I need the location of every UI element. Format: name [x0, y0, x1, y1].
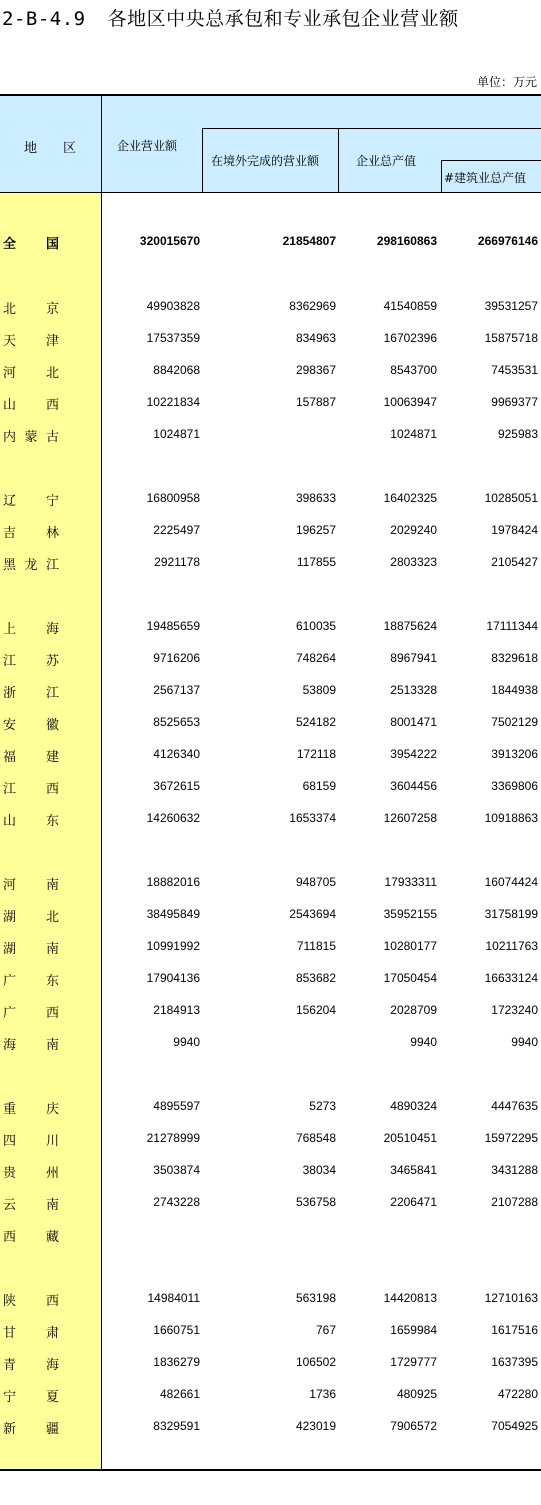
row-value-4: 10211763	[485, 939, 538, 953]
header-mid-rule	[202, 128, 541, 129]
header-revenue: 企业营业额	[117, 139, 178, 153]
row-value-1: 2921178	[154, 555, 200, 569]
row-value-1: 17537359	[146, 331, 200, 345]
row-value-3: 4890324	[390, 1099, 437, 1113]
row-value-3: 17933311	[384, 875, 437, 889]
row-value-2: 5273	[309, 1099, 336, 1113]
row-value-2: 768548	[295, 1131, 336, 1145]
table-top-rule	[0, 94, 541, 96]
row-value-4: 7054925	[491, 1419, 538, 1433]
row-value-4: 10918863	[484, 811, 538, 825]
row-region: 海 南	[3, 1038, 59, 1053]
row-value-4: 16633124	[484, 971, 538, 985]
row-value-1: 2184913	[153, 1003, 200, 1017]
row-value-1: 3503874	[153, 1163, 200, 1177]
row-value-1: 21278999	[146, 1131, 200, 1145]
table-bottom-rule	[0, 1469, 541, 1471]
row-value-2: 157887	[295, 395, 336, 409]
row-region: 黑 龙 江	[3, 558, 59, 573]
header-output: 企业总产值	[356, 154, 417, 168]
header-region: 地 区	[24, 141, 77, 156]
row-value-3: 1024871	[390, 427, 437, 441]
row-value-1: 320015670	[139, 234, 200, 248]
row-value-4: 7453531	[491, 363, 538, 377]
row-region: 重 庆	[3, 1102, 59, 1117]
row-region: 江 苏	[3, 654, 59, 669]
row-region: 河 北	[3, 366, 59, 381]
row-value-2: 196257	[295, 523, 336, 537]
row-region: 陕 西	[3, 1294, 59, 1309]
row-value-3: 41540859	[383, 299, 437, 313]
row-value-2: 53809	[302, 683, 336, 697]
row-value-2: 156204	[295, 1003, 336, 1017]
unit-label: 单位：万元	[476, 75, 537, 89]
row-value-1: 10221834	[146, 395, 200, 409]
row-region: 安 徽	[3, 718, 59, 733]
row-value-3: 2029240	[390, 523, 437, 537]
row-value-3: 16702396	[383, 331, 437, 345]
row-value-1: 8329591	[153, 1419, 200, 1433]
row-region: 全 国	[3, 237, 59, 252]
row-value-2: 38034	[302, 1163, 336, 1177]
row-value-4: 17111344	[486, 619, 538, 633]
row-value-4: 15972295	[484, 1131, 538, 1145]
row-region: 内 蒙 古	[3, 430, 59, 445]
row-region: 新 疆	[3, 1422, 59, 1437]
row-value-4: 39531257	[484, 299, 538, 313]
row-value-1: 8525653	[153, 715, 200, 729]
row-value-4: 1844938	[491, 683, 538, 697]
row-value-4: 925983	[497, 427, 538, 441]
row-value-1: 8842068	[153, 363, 200, 377]
row-value-4: 472280	[497, 1387, 538, 1401]
row-value-4: 2105427	[491, 555, 538, 569]
row-value-3: 3954222	[390, 747, 437, 761]
row-value-4: 7502129	[491, 715, 538, 729]
row-value-1: 4895597	[153, 1099, 200, 1113]
row-value-1: 2567137	[153, 683, 200, 697]
row-value-2: 2543694	[289, 907, 336, 921]
row-region: 甘 肃	[3, 1326, 59, 1341]
row-value-4: 1723240	[491, 1003, 538, 1017]
row-value-2: 610035	[295, 619, 336, 633]
row-region: 河 南	[3, 878, 59, 893]
row-value-3: 18875624	[383, 619, 437, 633]
row-value-1: 17904136	[146, 971, 200, 985]
row-value-3: 2206471	[390, 1195, 437, 1209]
header-divider-1	[202, 128, 203, 192]
row-value-2: 172118	[296, 747, 336, 761]
row-region: 吉 林	[3, 526, 59, 541]
row-value-4: 12710163	[484, 1291, 538, 1305]
row-value-4: 3369806	[491, 779, 538, 793]
header-divider-2	[338, 128, 339, 192]
row-value-2: 524182	[295, 715, 336, 729]
row-value-3: 8967941	[390, 651, 437, 665]
row-value-1: 1024871	[153, 427, 200, 441]
row-value-2: 1653374	[289, 811, 336, 825]
row-region: 青 海	[3, 1358, 59, 1373]
row-value-1: 14260632	[146, 811, 200, 825]
header-sub-rule	[441, 160, 541, 161]
row-value-1: 18882016	[146, 875, 200, 889]
row-value-3: 3465841	[390, 1163, 437, 1177]
row-value-4: 3913206	[491, 747, 538, 761]
row-value-4: 4447635	[491, 1099, 538, 1113]
row-value-4: 15875718	[484, 331, 538, 345]
row-value-2: 1736	[309, 1387, 336, 1401]
header-divider-3	[441, 160, 442, 192]
row-value-3: 16402325	[383, 491, 437, 505]
row-region: 广 西	[3, 1006, 59, 1021]
row-value-4: 2107288	[491, 1195, 538, 1209]
row-value-3: 1729777	[390, 1355, 437, 1369]
row-region: 北 京	[3, 302, 59, 317]
row-value-4: 1637395	[491, 1355, 538, 1369]
row-value-3: 2028709	[390, 1003, 437, 1017]
row-value-2: 711815	[296, 939, 336, 953]
row-value-2: 21854807	[282, 234, 336, 248]
table-title: 各地区中央总承包和专业承包企业营业额	[107, 8, 459, 30]
row-value-2: 748264	[295, 651, 336, 665]
row-value-2: 298367	[295, 363, 336, 377]
row-value-3: 7906572	[390, 1419, 437, 1433]
row-value-3: 10280177	[383, 939, 437, 953]
row-value-1: 16800958	[146, 491, 200, 505]
row-value-3: 480925	[396, 1387, 437, 1401]
row-value-1: 2743228	[153, 1195, 200, 1209]
row-value-2: 8362969	[289, 299, 336, 313]
row-value-2: 767	[315, 1323, 336, 1337]
row-value-4: 10285051	[484, 491, 538, 505]
row-value-2: 68159	[302, 779, 336, 793]
row-value-1: 1836279	[153, 1355, 200, 1369]
row-value-4: 9940	[511, 1035, 538, 1049]
row-value-2: 423019	[295, 1419, 336, 1433]
row-region: 西 藏	[3, 1230, 59, 1245]
row-value-1: 38495849	[146, 907, 200, 921]
row-value-3: 2803323	[390, 555, 437, 569]
row-region: 宁 夏	[3, 1390, 59, 1405]
row-value-3: 12607258	[383, 811, 437, 825]
row-value-1: 482661	[159, 1387, 200, 1401]
page-title	[2, 4, 459, 31]
row-region: 山 东	[3, 814, 59, 829]
row-value-4: 3431288	[491, 1163, 538, 1177]
row-region: 贵 州	[3, 1166, 59, 1181]
row-value-4: 9969377	[491, 395, 538, 409]
row-value-1: 49903828	[146, 299, 200, 313]
row-region: 天 津	[3, 334, 59, 349]
row-region: 福 建	[3, 750, 59, 765]
row-region: 辽 宁	[3, 494, 59, 509]
row-value-3: 2513328	[390, 683, 437, 697]
row-value-3: 1659984	[390, 1323, 437, 1337]
row-value-3: 9940	[410, 1035, 437, 1049]
row-value-2: 563198	[295, 1291, 336, 1305]
row-value-1: 9716206	[153, 651, 200, 665]
row-value-3: 10063947	[383, 395, 437, 409]
header-construction: #建筑业总产值	[444, 171, 527, 185]
row-value-1: 14984011	[147, 1291, 200, 1305]
header-bottom-rule	[0, 192, 541, 193]
row-value-3: 20510451	[383, 1131, 437, 1145]
row-value-3: 17050454	[383, 971, 437, 985]
row-value-3: 298160863	[376, 234, 437, 248]
row-region: 云 南	[3, 1198, 59, 1213]
row-value-2: 536758	[295, 1195, 336, 1209]
row-region: 湖 南	[3, 942, 59, 957]
row-value-2: 106502	[295, 1355, 336, 1369]
row-value-3: 8543700	[390, 363, 437, 377]
row-value-3: 8001471	[390, 715, 437, 729]
header-overseas: 在境外完成的营业额	[211, 154, 320, 168]
table-code: 2-B-4.9	[2, 8, 86, 30]
row-value-1: 19485659	[146, 619, 200, 633]
row-region: 四 川	[3, 1134, 59, 1149]
row-value-3: 3604456	[390, 779, 437, 793]
row-value-3: 14420813	[383, 1291, 437, 1305]
row-value-4: 31758199	[484, 907, 538, 921]
row-value-1: 10991992	[146, 939, 200, 953]
row-value-2: 117855	[296, 555, 336, 569]
row-region: 上 海	[3, 622, 59, 637]
row-value-1: 4126340	[153, 747, 200, 761]
row-region: 广 东	[3, 974, 59, 989]
row-region: 江 西	[3, 782, 59, 797]
row-value-4: 1978424	[491, 523, 538, 537]
row-value-2: 398633	[295, 491, 336, 505]
row-region: 湖 北	[3, 910, 59, 925]
row-value-2: 834963	[295, 331, 336, 345]
row-region: 山 西	[3, 398, 59, 413]
row-value-2: 948705	[295, 875, 336, 889]
row-region: 浙 江	[3, 686, 59, 701]
row-value-2: 853682	[295, 971, 336, 985]
row-value-4: 266976146	[477, 234, 538, 248]
row-value-1: 9940	[173, 1035, 200, 1049]
row-value-4: 16074424	[484, 875, 538, 889]
row-value-4: 8329618	[491, 651, 538, 665]
row-value-1: 3672615	[153, 779, 200, 793]
region-column-background	[0, 192, 101, 1470]
row-value-4: 1617516	[491, 1323, 538, 1337]
row-value-1: 2225497	[153, 523, 200, 537]
row-value-1: 1660751	[153, 1323, 200, 1337]
row-value-3: 35952155	[383, 907, 437, 921]
